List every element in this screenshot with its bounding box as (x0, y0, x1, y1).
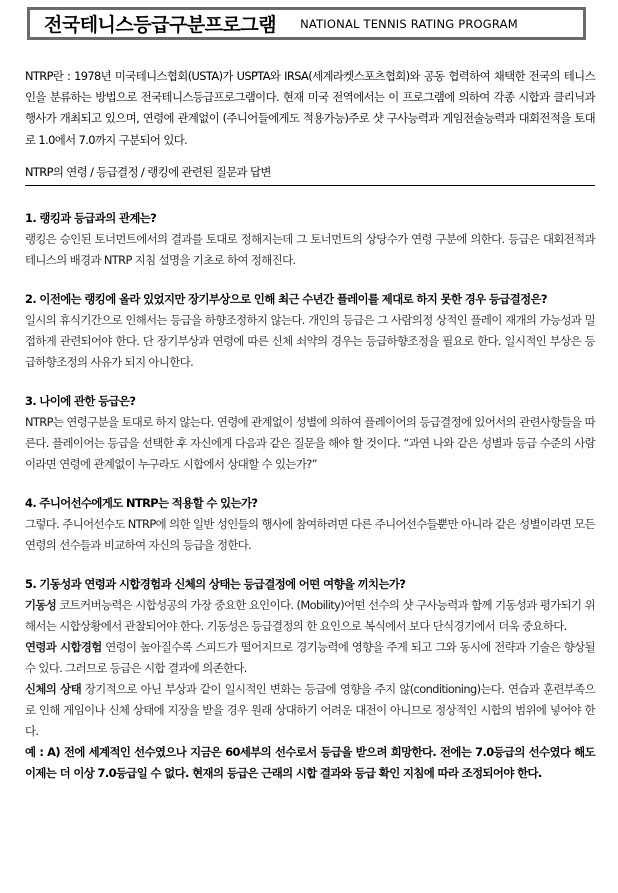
question-title: 1. 랭킹과 등급과의 관계는? (25, 210, 157, 225)
page-title: 전국테니스등급구분프로그램 (44, 14, 277, 36)
term-text: 연령이 높아질수록 스피드가 떨어지므로 경기능력에 영향을 주게 되고 그와 동시에 전략과 기술은 향상될 수 있다. 그러므로 등급은 시합 결과에 의존한다. (25, 639, 595, 675)
example-paragraph: 예 : A) 전에 세계적인 선수였으나 지금은 60세부의 선수로서 등급을 받으려 희망한다. 전에는 7.0등급의 선수였다 해도 이제는 더 이상 7.0등급일 수 없다. 현재의 등급은 근래의 시합 결과와 등급 확인 지침에 따라 조정되어야 한다. (25, 744, 595, 780)
section-heading: NTRP의 연령 / 등급결정 / 랭킹에 관련된 질문과 답변 (25, 162, 595, 186)
page-subtitle: NATIONAL TENNIS RATING PROGRAM (300, 16, 518, 31)
answer-text: NTRP는 연령구분을 토대로 하지 않는다. 연령에 관계없이 성별에 의하여 플레이어의 등급결정에 있어서의 관련사항들을 따른다. 플레이어는 등급을 선택한 후 자신에게 다음과 같은 질문을 해야 할 것이다. “과연 나와 같은 성별과 등급 수준의 사람이라면 연령에 관계없이 누구라도 시합에서 상대할 수 있는가?” (25, 414, 595, 471)
term-label: 신체의 상태 (25, 681, 82, 696)
intro-section (25, 66, 595, 151)
answer-text: 랭킹은 승인된 토너먼트에서의 결과를 토대로 정해지는데 그 토너먼트의 상당수가 연령 구분에 의한다. 등급은 대회전적과 테니스의 배경과 NTRP 지침 설명을 기초로 하여 정해진다. (25, 231, 595, 267)
title-box (27, 7, 586, 40)
document-body (25, 66, 595, 784)
answer-text: 일시의 휴식기간으로 인해서는 등급을 하향조정하지 않는다. 개인의 등급은 그 사람의정 상적인 플레이 재개의 가능성과 밀접하게 관련되어야 한다. 단 장기부상과 연령에 따른 신체 쇠약의 경우는 등급하향조정을 필요로 한다. 일시적인 부상은 등급하향조정의 사유가 되지 아니한다. (25, 312, 595, 369)
question-title: 2. 이전에는 랭킹에 올라 있었지만 장기부상으로 인해 최근 수년간 플레이를 제대로 하지 못한 경우 등급결정은? (25, 291, 547, 306)
answer-paragraph-age (25, 637, 595, 679)
qa-item-4 (25, 493, 595, 556)
qa-item-2 (25, 289, 595, 373)
question-title: 4. 주니어선수에게도 NTRP는 적용할 수 있는가? (25, 495, 258, 510)
question-title: 5. 기동성과 연령과 시합경험과 신체의 상태는 등급결정에 어떤 여향을 끼치는가? (25, 576, 406, 591)
term-text: 장기적으로 아닌 부상과 같이 일시적인 변화는 등급에 영향을 주지 않(conditioning)는다. 연습과 훈련부족으로 인해 게임이나 신체 상태에 지장을 받을 경우 원래 상대하기 어려운 대전이 아니므로 정상적인 시합의 범위에 넣어야 한다. (25, 681, 595, 738)
answer-paragraph-condition (25, 679, 595, 742)
term-label: 기동성 (25, 597, 57, 612)
qa-item-5 (25, 574, 595, 784)
term-text: 코트커버능력은 시합성공의 가장 중요한 요인이다. (Mobility)어떤 선수의 샷 구사능력과 함께 기동성과 평가되기 위해서는 시합상황에서 관찰되어야 한다. 기동성은 등급결정의 한 요인으로 복식에서 보다 단식경기에서 더욱 중요하다. (25, 597, 595, 633)
qa-item-3 (25, 391, 595, 475)
term-label: 연령과 시합경험 (25, 639, 102, 654)
question-title: 3. 나이에 관한 등급은? (25, 393, 136, 408)
answer-paragraph-mobility (25, 595, 595, 637)
answer-text: 그렇다. 주니어선수도 NTRP에 의한 일반 성인들의 행사에 참여하려면 다른 주니어선수들뿐만 아니라 같은 성별이라면 모든 연령의 선수들과 비교하여 자신의 등급을 정한다. (25, 516, 595, 552)
qa-item-1 (25, 208, 595, 271)
intro-paragraph: NTRP란 : 1978년 미국테니스협회(USTA)가 USPTA와 IRSA(세계라켓스포츠협회)와 공동 협력하여 채택한 전국의 테니스 인을 분류하는 방법으로 전국테니스등급프로그램이다. 현재 미국 전역에서는 이 프로그램에 의하여 각종 시합과 클리닉과 행사가 개최되고 있으며, 연령에 관계없이 (주니어들에게도 적용가능)주로 샷 구사능력과 게임전술능력과 대회전적을 토대로 1.0에서 7.0까지 구분되어 있다. (25, 69, 595, 147)
